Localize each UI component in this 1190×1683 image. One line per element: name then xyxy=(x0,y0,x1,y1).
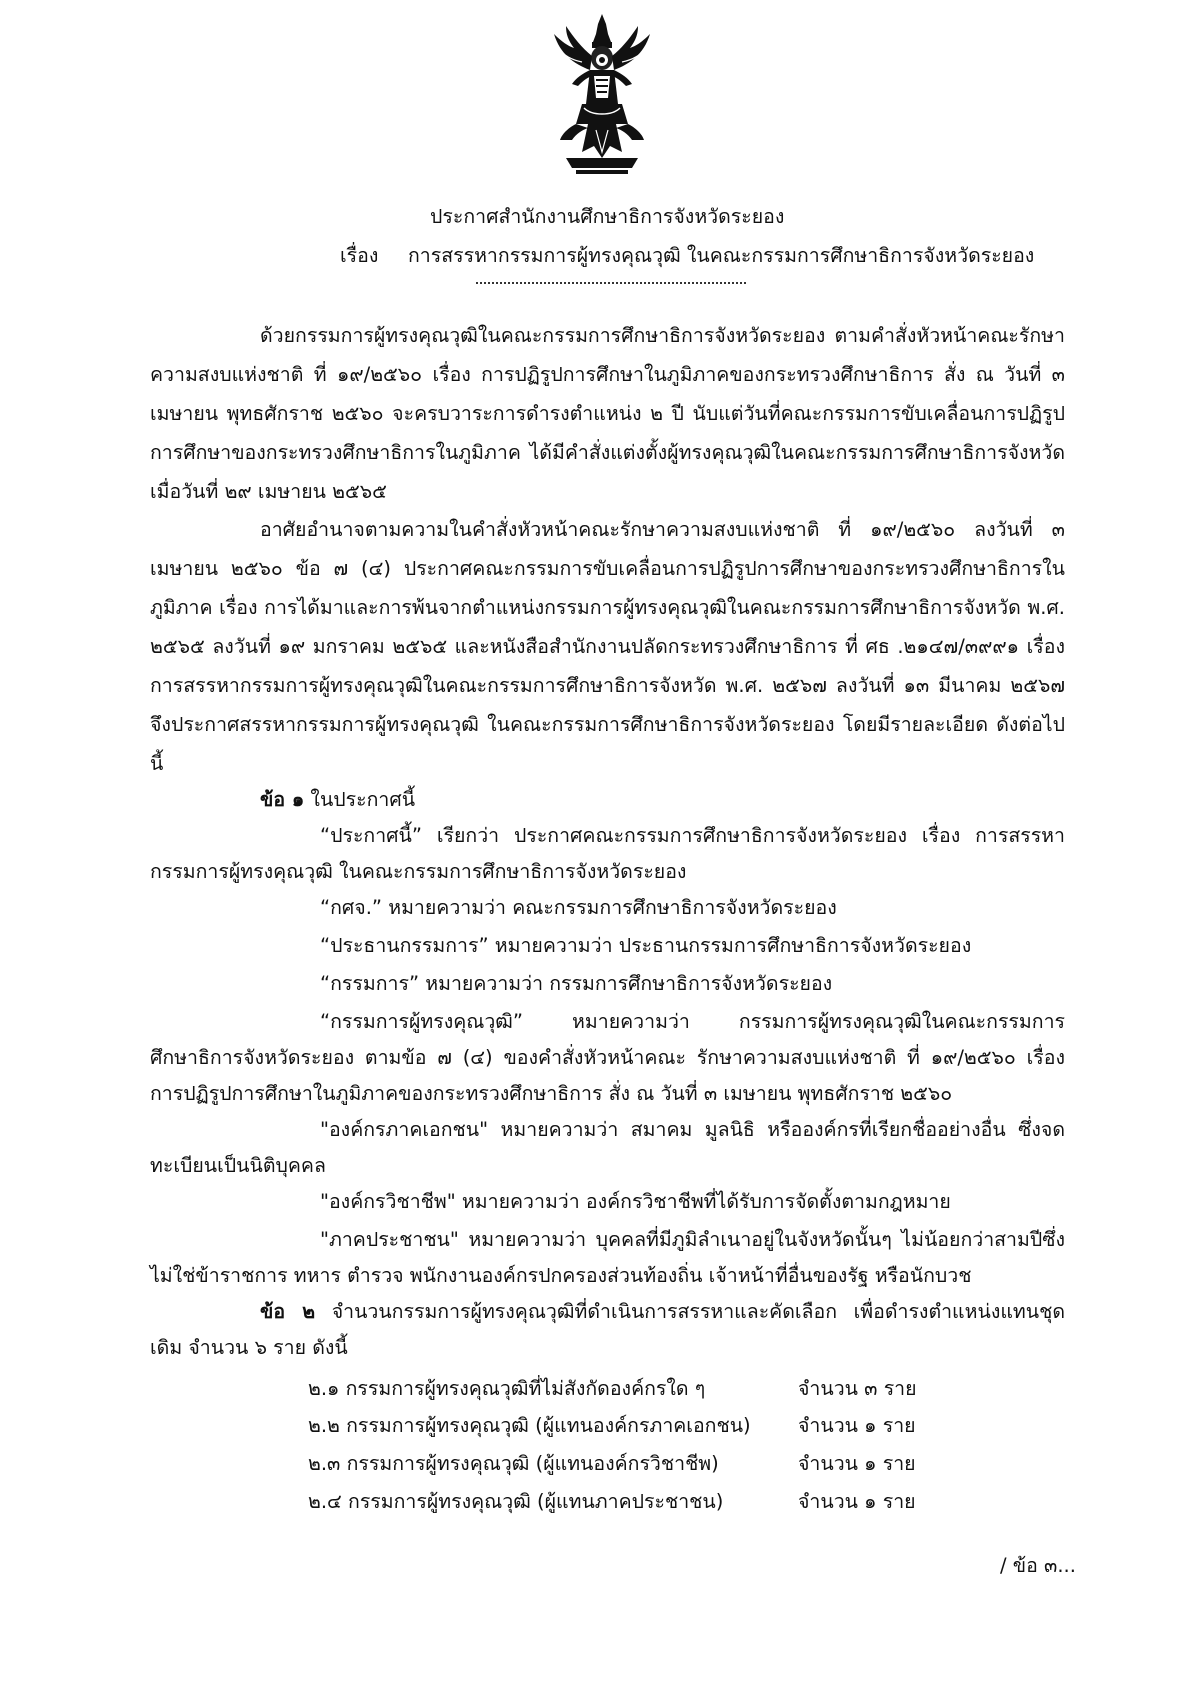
definition-committee: “กศจ.” หมายความว่า คณะกรรมการศึกษาธิการจังหวัดระยอง xyxy=(320,896,837,919)
definition-private-org: "องค์กรภาคเอกชน" หมายความว่า สมาคม มูลนิธิ หรือองค์กรที่เรียกชื่ออย่างอื่น ซึ่งจดทะเบียนเป็นนิติบุคคล xyxy=(150,1118,1065,1177)
clause-1-label: ข้อ ๑ xyxy=(260,788,305,811)
list-item-count: จำนวน ๑ ราย xyxy=(798,1490,916,1513)
continuation-note: / ข้อ ๓... xyxy=(1000,1554,1076,1577)
announcement-title: ประกาศสำนักงานศึกษาธิการจังหวัดระยอง xyxy=(430,205,785,228)
list-item xyxy=(308,1446,916,1482)
garuda-emblem-icon xyxy=(552,12,652,180)
list-item xyxy=(308,1371,917,1407)
definition-member: “กรรมการ” หมายความว่า กรรมการศึกษาธิการจังหวัดระยอง xyxy=(320,972,833,995)
dotted-divider xyxy=(476,282,746,284)
clause-2-label: ข้อ ๒ xyxy=(260,1300,316,1323)
definition-public-sector: "ภาคประชาชน" หมายความว่า บุคคลที่มีภูมิลำเนาอยู่ในจังหวัดนั้นๆ ไม่น้อยกว่าสามปีซึ่งไม่ใช่ข้าราชการ ทหาร ตำรวจ พนักงานองค์กรปกครองส่วนท้องถิ่น เจ้าหน้าที่อื่นของรัฐ หรือนักบวช xyxy=(150,1228,1065,1287)
subject-label: เรื่อง xyxy=(340,244,379,267)
definition-chairman: “ประธานกรรมการ” หมายความว่า ประธานกรรมการศึกษาธิการจังหวัดระยอง xyxy=(320,934,972,957)
paragraph-1: ด้วยกรรมการผู้ทรงคุณวุฒิในคณะกรรมการศึกษาธิการจังหวัดระยอง ตามคำสั่งหัวหน้าคณะรักษาความสงบแห่งชาติ ที่ ๑๙/๒๕๖๐ เรื่อง การปฏิรูปการศึกษาในภูมิภาคของกระทรวงศึกษาธิการ สั่ง ณ วันที่ ๓ เมษายน พุทธศักราช ๒๕๖๐ จะครบวาระการดำรงตำแหน่ง ๒ ปี นับแต่วันที่คณะกรรมการขับเคลื่อนการปฏิรูปการศึกษาของกระทรวงศึกษาธิการในภูมิภาค ได้มีคำสั่งแต่งตั้งผู้ทรงคุณวุฒิในคณะกรรมการศึกษาธิการจังหวัด เมื่อวันที่ ๒๙ เมษายน ๒๕๖๕ xyxy=(150,324,1065,503)
paragraph-2: อาศัยอำนาจตามความในคำสั่งหัวหน้าคณะรักษาความสงบแห่งชาติ ที่ ๑๙/๒๕๖๐ ลงวันที่ ๓ เมษายน ๒๕๖๐ ข้อ ๗ (๔) ประกาศคณะกรรมการขับเคลื่อนการปฏิรูปการศึกษาของกระทรวงศึกษาธิการในภูมิภาค เรื่อง การได้มาและการพ้นจากตำแหน่งกรรมการผู้ทรงคุณวุฒิในคณะกรรมการศึกษาธิการจังหวัด พ.ศ. ๒๕๖๕ ลงวันที่ ๑๙ มกราคม ๒๕๖๕ และหนังสือสำนักงานปลัดกระทรวงศึกษาธิการ ที่ ศธ .๒๑๔๗/๓๙๙๑ เรื่อง การสรรหากรรมการผู้ทรงคุณวุฒิในคณะกรรมการศึกษาธิการจังหวัด พ.ศ. ๒๕๖๗ ลงวันที่ ๑๓ มีนาคม ๒๕๖๗ จึงประกาศสรรหากรรมการผู้ทรงคุณวุฒิ ในคณะกรรมการศึกษาธิการจังหวัดระยอง โดยมีรายละเอียด ดังต่อไปนี้ xyxy=(150,518,1065,775)
list-item-label: ๒.๒ กรรมการผู้ทรงคุณวุฒิ (ผู้แทนองค์กรภาคเอกชน) xyxy=(308,1414,751,1437)
subject-text: การสรรหากรรมการผู้ทรงคุณวุฒิ ในคณะกรรมการศึกษาธิการจังหวัดระยอง xyxy=(408,244,1035,267)
clause-2 xyxy=(150,1294,1065,1366)
list-item-label: ๒.๑ กรรมการผู้ทรงคุณวุฒิที่ไม่สังกัดองค์กรใด ๆ xyxy=(308,1377,706,1400)
list-item-count: จำนวน ๑ ราย xyxy=(798,1414,916,1437)
list-item-count: จำนวน ๑ ราย xyxy=(798,1452,916,1475)
list-item-count: จำนวน ๓ ราย xyxy=(798,1377,917,1400)
clause-1-text: ในประกาศนี้ xyxy=(304,788,416,811)
announcement-subject xyxy=(340,244,1034,268)
clause-2-text: จำนวนกรรมการผู้ทรงคุณวุฒิที่ดำเนินการสรรหาและคัดเลือก เพื่อดำรงตำแหน่งแทนชุดเดิม จำนวน ๖ ราย ดังนี้ xyxy=(150,1300,1065,1359)
list-item-label: ๒.๔ กรรมการผู้ทรงคุณวุฒิ (ผู้แทนภาคประชาชน) xyxy=(308,1490,724,1513)
list-item xyxy=(308,1408,916,1444)
list-item-label: ๒.๓ กรรมการผู้ทรงคุณวุฒิ (ผู้แทนองค์กรวิชาชีพ) xyxy=(308,1452,719,1475)
list-item xyxy=(308,1484,916,1520)
definition-qualified-member: “กรรมการผู้ทรงคุณวุฒิ” หมายความว่า กรรมการผู้ทรงคุณวุฒิในคณะกรรมการศึกษาธิการจังหวัดระยอง ตามข้อ ๗ (๔) ของคำสั่งหัวหน้าคณะ รักษาความสงบแห่งชาติ ที่ ๑๙/๒๕๖๐ เรื่อง การปฏิรูปการศึกษาในภูมิภาคของกระทรวงศึกษาธิการ สั่ง ณ วันที่ ๓ เมษายน พุทธศักราช ๒๕๖๐ xyxy=(150,1010,1065,1105)
definition-professional-org: "องค์กรวิชาชีพ" หมายความว่า องค์กรวิชาชีพที่ได้รับการจัดตั้งตามกฎหมาย xyxy=(320,1190,951,1213)
definition-announcement: “ประกาศนี้” เรียกว่า ประกาศคณะกรรมการศึกษาธิการจังหวัดระยอง เรื่อง การสรรหากรรมการผู้ทรงคุณวุฒิ ในคณะกรรมการศึกษาธิการจังหวัดระยอง xyxy=(150,824,1065,883)
clause-1 xyxy=(260,782,415,818)
